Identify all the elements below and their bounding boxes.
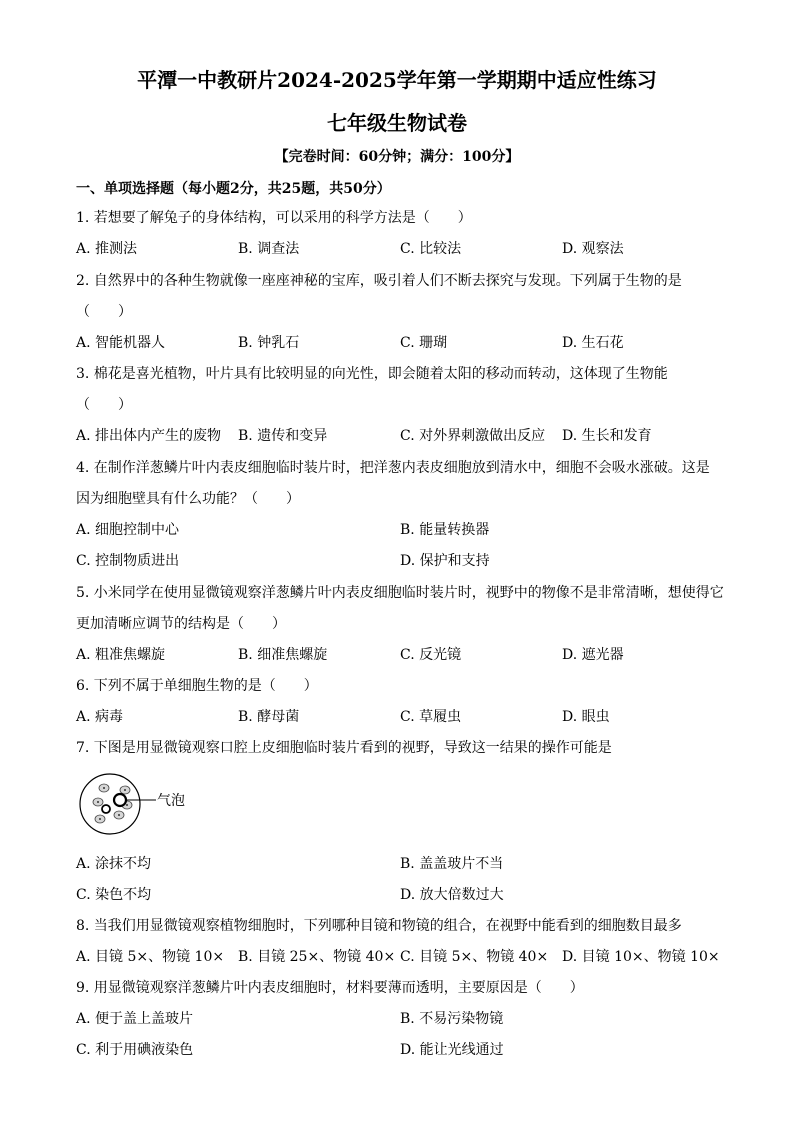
q2-option-a: A. 智能机器人 [76,335,166,351]
exam-subtitle: 七年级生物试卷 [327,111,467,135]
q9-option-d: D. 能让光线通过 [400,1042,504,1058]
q7-option-c: C. 染色不均 [76,887,152,903]
q3-option-d: D. 生长和发育 [562,428,652,444]
q6-option-d: D. 眼虫 [562,709,610,725]
q5-option-a: A. 粗准焦螺旋 [76,647,166,663]
q6-option-b: B. 酵母菌 [238,709,300,725]
q5-option-c: C. 反光镜 [400,647,462,663]
q7-option-d: D. 放大倍数过大 [400,887,504,903]
q9-option-b: B. 不易污染物镜 [400,1011,504,1027]
q1-option-a: A. 推测法 [76,241,138,257]
question-3-text-cont: （ ） [76,397,132,413]
q6-option-a: A. 病毒 [76,709,124,725]
q8-option-b: B. 目镜 25×、物镜 40× [238,949,396,965]
q8-option-d: D. 目镜 10×、物镜 10× [562,949,720,965]
question-9-text: 9. 用显微镜观察洋葱鳞片叶内表皮细胞时，材料要薄而透明，主要原因是（ ） [76,980,584,996]
section-title: 一、单项选择题（每小题2分，共25题，共50分） [76,181,391,197]
q3-option-a: A. 排出体内产生的废物 [76,428,222,444]
q7-option-b: B. 盖盖玻片不当 [400,856,504,872]
q2-option-b: B. 钟乳石 [238,335,300,351]
exam-title: 平潭一中教研片2024-2025学年第一学期期中适应性练习 [137,68,657,92]
q4-option-c: C. 控制物质进出 [76,553,180,569]
q4-option-d: D. 保护和支持 [400,553,490,569]
question-8-text: 8. 当我们用显微镜观察植物细胞时，下列哪种目镜和物镜的组合，在视野中能看到的细胞数目最多 [76,918,682,934]
question-6-text: 6. 下列不属于单细胞生物的是（ ） [76,678,318,694]
q5-option-b: B. 细准焦螺旋 [238,647,328,663]
question-4-text-cont: 因为细胞壁具有什么功能？（ ） [76,491,300,507]
question-7-text: 7. 下图是用显微镜观察口腔上皮细胞临时装片看到的视野，导致这一结果的操作可能是 [76,740,612,756]
question-2-text-cont: （ ） [76,304,132,320]
question-1-text: 1. 若想要了解兔子的身体结构，可以采用的科学方法是（ ） [76,210,472,226]
q2-option-c: C. 珊瑚 [400,335,448,351]
question-4-text: 4. 在制作洋葱鳞片叶内表皮细胞临时装片时，把洋葱内表皮细胞放到清水中，细胞不会吸水涨破。这是 [76,460,710,476]
q3-option-b: B. 遗传和变异 [238,428,328,444]
q7-option-a: A. 涂抹不均 [76,856,152,872]
q4-option-a: A. 细胞控制中心 [76,522,180,538]
q1-option-c: C. 比较法 [400,241,462,257]
q9-option-c: C. 利于用碘液染色 [76,1042,194,1058]
q2-option-d: D. 生石花 [562,335,624,351]
q6-option-c: C. 草履虫 [400,709,462,725]
microscope-field-figure [78,772,198,836]
q1-option-d: D. 观察法 [562,241,624,257]
q8-option-c: C. 目镜 5×、物镜 40× [400,949,549,965]
exam-info: 【完卷时间：60分钟；满分：100分】 [274,149,520,165]
question-2-text: 2. 自然界中的各种生物就像一座座神秘的宝库，吸引着人们不断去探究与发现。下列属于生物的是 [76,273,682,289]
q9-option-a: A. 便于盖上盖玻片 [76,1011,194,1027]
bubble-label: 气泡 [157,793,185,809]
question-3-text: 3. 棉花是喜光植物，叶片具有比较明显的向光性，即会随着太阳的移动而转动，这体现了生物能 [76,366,668,382]
q8-option-a: A. 目镜 5×、物镜 10× [76,949,225,965]
q4-option-b: B. 能量转换器 [400,522,490,538]
q3-option-c: C. 对外界刺激做出反应 [400,428,546,444]
question-5-text: 5. 小米同学在使用显微镜观察洋葱鳞片叶内表皮细胞临时装片时，视野中的物像不是非常清晰，想使得它 [76,585,724,601]
question-5-text-cont: 更加清晰应调节的结构是（ ） [76,616,286,632]
q1-option-b: B. 调查法 [238,241,300,257]
microscope-field-diagram [78,772,198,836]
q5-option-d: D. 遮光器 [562,647,624,663]
